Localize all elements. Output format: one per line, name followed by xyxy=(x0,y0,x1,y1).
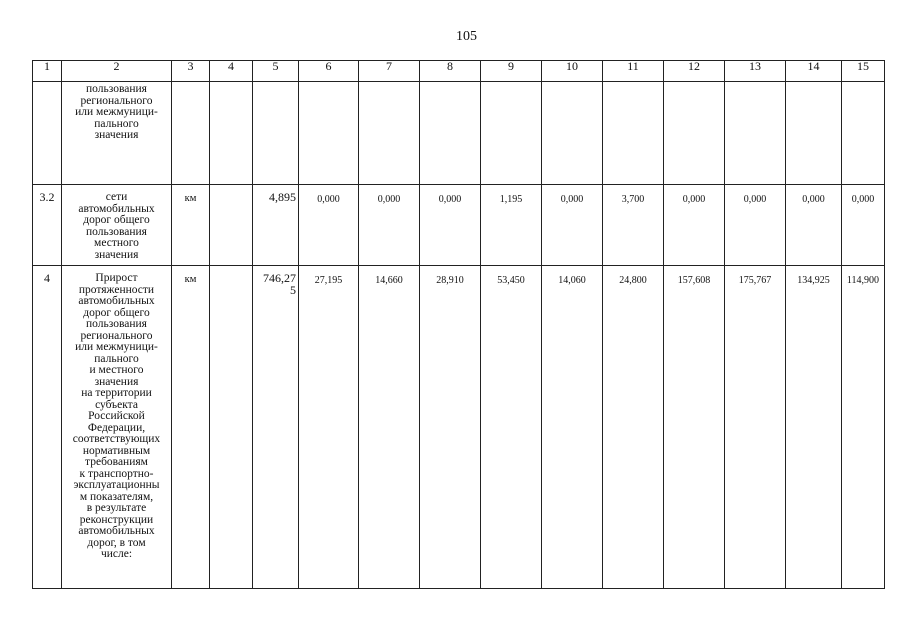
header-cell-9: 9 xyxy=(481,61,542,82)
indicator-name-line: или межмуници- xyxy=(75,341,158,353)
indicator-name-line: сети xyxy=(105,191,128,203)
indicator-name-line: регионального xyxy=(80,94,153,107)
value-cell-col-10 xyxy=(542,82,603,185)
value-cell-col-10: 0,000 xyxy=(542,185,603,266)
unit-cell xyxy=(172,82,210,185)
indicator-name-line: дорог общего xyxy=(83,306,150,319)
value-cell-col-6: 27,195 xyxy=(299,266,359,589)
value-cell-col-8: 28,910 xyxy=(420,266,481,589)
value-cell-col-8: 0,000 xyxy=(420,185,481,266)
header-row xyxy=(33,61,885,82)
unit-cell: км xyxy=(172,185,210,266)
indicator-name-line: автомобильных xyxy=(78,202,155,215)
header-cell-2: 2 xyxy=(62,61,172,82)
total-cell xyxy=(253,82,299,185)
value-cell-col-14: 0,000 xyxy=(786,185,842,266)
indicator-name-line: Прирост xyxy=(95,272,138,284)
empty-cell xyxy=(210,266,253,589)
value-cell-col-12: 157,608 xyxy=(664,266,725,589)
value-cell-col-10: 14,060 xyxy=(542,266,603,589)
value-cell-col-13: 175,767 xyxy=(725,266,786,589)
value-cell-col-13: 0,000 xyxy=(725,185,786,266)
empty-cell xyxy=(210,82,253,185)
value-cell-col-14 xyxy=(786,82,842,185)
indicator-name-line: значения xyxy=(94,129,139,141)
indicator-name-line: значения xyxy=(94,248,139,261)
value-cell-col-11 xyxy=(603,82,664,185)
row-number-cell: 4 xyxy=(33,266,62,589)
indicator-name-line: нормативным xyxy=(82,444,151,457)
value-cell-col-9: 1,195 xyxy=(481,185,542,266)
indicator-name-line: числе: xyxy=(100,548,133,560)
indicator-name-line: Российской xyxy=(88,410,145,422)
header-cell-8: 8 xyxy=(420,61,481,82)
value-cell-col-15 xyxy=(842,82,885,185)
unit-cell: км xyxy=(172,266,210,589)
value-cell-col-12 xyxy=(664,82,725,185)
value-cell-col-9 xyxy=(481,82,542,185)
header-cell-12: 12 xyxy=(664,61,725,82)
indicator-name-cell xyxy=(62,185,172,266)
header-cell-10: 10 xyxy=(542,61,603,82)
indicator-name-line: значения xyxy=(94,375,139,388)
total-cell: 4,895 xyxy=(253,185,299,266)
value-cell-col-7: 14,660 xyxy=(359,266,420,589)
row-number-cell xyxy=(33,82,62,185)
value-cell-col-9: 53,450 xyxy=(481,266,542,589)
indicator-name-line: автомобильных xyxy=(78,525,155,537)
indicator-name-line: пользования xyxy=(86,225,147,238)
header-cell-6: 6 xyxy=(299,61,359,82)
indicator-name-line: дорог, в том xyxy=(87,536,146,549)
header-cell-14: 14 xyxy=(786,61,842,82)
table-row xyxy=(33,185,885,266)
value-cell-col-11: 24,800 xyxy=(603,266,664,589)
indicator-name-line: реконструкции xyxy=(79,513,154,526)
header-cell-1: 1 xyxy=(33,61,62,82)
header-cell-4: 4 xyxy=(210,61,253,82)
total-line: 746,27 xyxy=(263,271,296,285)
value-cell-col-6: 0,000 xyxy=(299,185,359,266)
indicator-name-line: к транспортно- xyxy=(79,467,154,480)
header-cell-13: 13 xyxy=(725,61,786,82)
header-cell-5: 5 xyxy=(253,61,299,82)
indicator-name-line: эксплуатационны xyxy=(73,479,160,491)
indicator-name-line: на территории xyxy=(81,387,152,399)
indicator-name-cell xyxy=(62,266,172,589)
indicator-name-line: местного xyxy=(94,237,139,249)
value-cell-col-8 xyxy=(420,82,481,185)
indicator-name-line: пользования xyxy=(86,318,147,330)
indicator-name-line: пального xyxy=(94,352,139,365)
empty-cell xyxy=(210,185,253,266)
value-cell-col-14: 134,925 xyxy=(786,266,842,589)
value-cell-col-15: 114,900 xyxy=(842,266,885,589)
indicator-name-line: Федерации, xyxy=(87,421,146,434)
indicator-name-line: регионального xyxy=(80,329,153,342)
indicator-name-line: и местного xyxy=(89,364,144,376)
indicator-name-line: субъекта xyxy=(95,398,138,411)
indicator-name-line: соответствующих xyxy=(72,433,161,445)
indicator-name-line: в результате xyxy=(86,502,147,514)
value-cell-col-15: 0,000 xyxy=(842,185,885,266)
page-number: 105 xyxy=(456,29,477,44)
header-cell-15: 15 xyxy=(842,61,885,82)
header-cell-3: 3 xyxy=(172,61,210,82)
indicator-name-line: дорог общего xyxy=(83,214,150,226)
value-cell-col-7 xyxy=(359,82,420,185)
header-cell-7: 7 xyxy=(359,61,420,82)
value-cell-col-11: 3,700 xyxy=(603,185,664,266)
indicator-name-line: или межмуници- xyxy=(75,106,158,118)
value-cell-col-6 xyxy=(299,82,359,185)
indicator-name-line: пального xyxy=(94,117,139,130)
total-line: 5 xyxy=(290,282,296,297)
table-row xyxy=(33,82,885,185)
value-cell-col-7: 0,000 xyxy=(359,185,420,266)
value-cell-col-13 xyxy=(725,82,786,185)
header-cell-11: 11 xyxy=(603,61,664,82)
indicator-name-line: пользования xyxy=(86,83,147,95)
indicator-name-line: требованиям xyxy=(85,456,148,468)
row-number-cell: 3.2 xyxy=(33,185,62,266)
value-cell-col-12: 0,000 xyxy=(664,185,725,266)
indicator-name-line: м показателям, xyxy=(79,490,154,503)
indicator-name-cell xyxy=(62,82,172,185)
indicator-name-line: протяженности xyxy=(78,283,155,296)
total-cell xyxy=(253,266,299,589)
table-row xyxy=(33,266,885,589)
data-table xyxy=(32,60,885,589)
indicator-name-line: автомобильных xyxy=(78,295,155,307)
